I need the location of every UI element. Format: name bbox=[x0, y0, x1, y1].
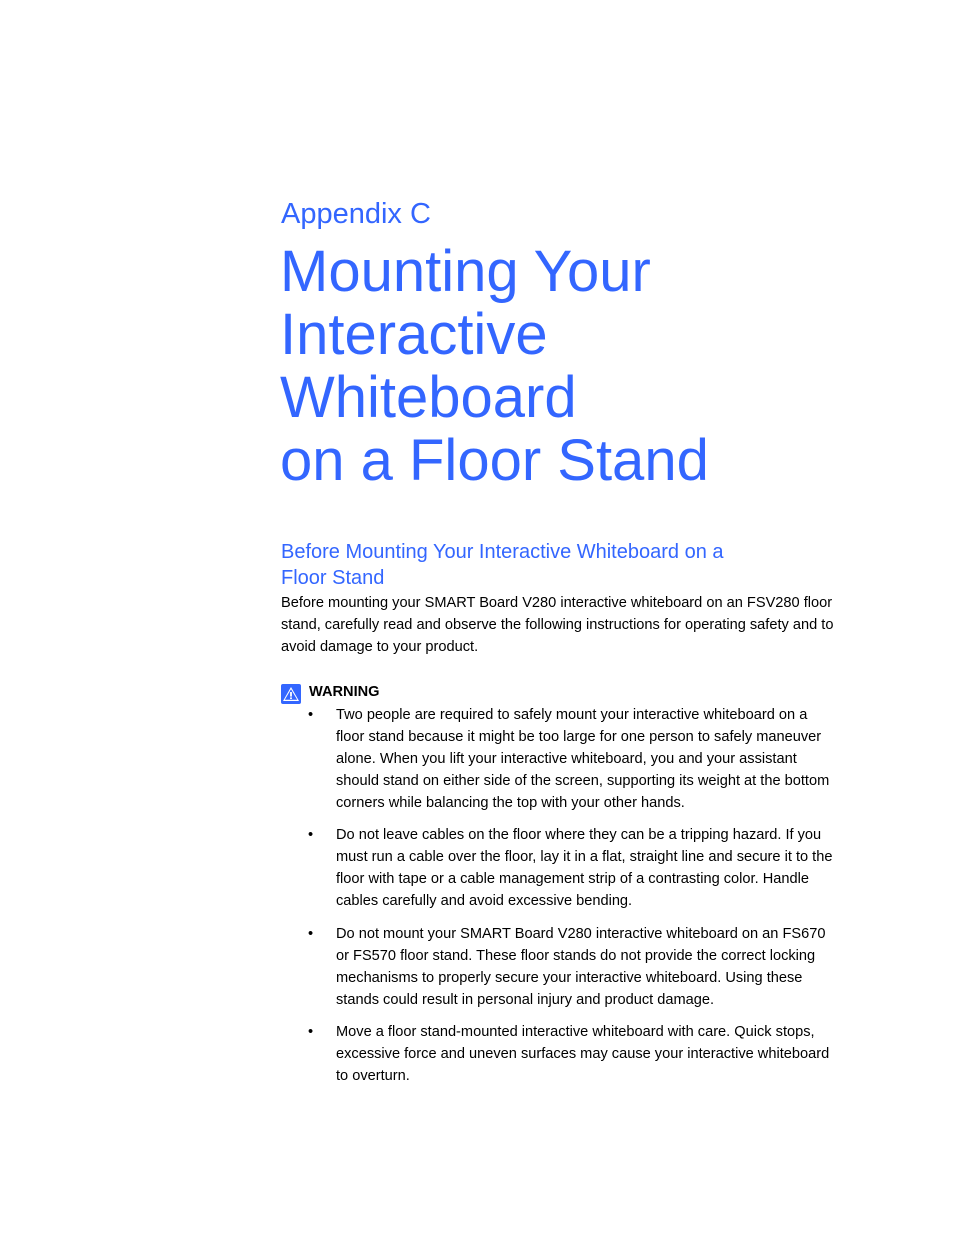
warning-item-line: floor stand because it might be too large for one person to safely maneuver bbox=[336, 729, 822, 745]
intro-paragraph bbox=[281, 592, 881, 658]
bullet: • bbox=[308, 1024, 314, 1040]
intro-line: avoid damage to your product. bbox=[281, 639, 479, 655]
warning-item-line: to overturn. bbox=[336, 1068, 410, 1084]
warning-item-line: Do not leave cables on the floor where they can be a tripping hazard. If you bbox=[336, 827, 822, 843]
section-heading-line: Floor Stand bbox=[281, 567, 385, 589]
chapter-title-line: Mounting Your bbox=[280, 239, 651, 304]
bullet: • bbox=[308, 707, 314, 723]
warning-item-line: cables carefully and avoid excessive bending. bbox=[336, 893, 633, 909]
chapter-title-line: on a Floor Stand bbox=[280, 428, 709, 493]
warning-item-line: mechanisms to properly secure your interactive whiteboard. Using these bbox=[336, 970, 803, 986]
chapter-title-line: Whiteboard bbox=[280, 365, 577, 430]
warning-item-line: Do not mount your SMART Board V280 interactive whiteboard on an FS670 bbox=[336, 926, 826, 942]
intro-line: Before mounting your SMART Board V280 interactive whiteboard on an FSV280 floor bbox=[281, 595, 833, 611]
warning-item-text bbox=[336, 923, 876, 1011]
warning-item-line: excessive force and uneven surfaces may cause your interactive whiteboard bbox=[336, 1046, 830, 1062]
warning-item-line: Move a floor stand-mounted interactive whiteboard with care. Quick stops, bbox=[336, 1024, 815, 1040]
warning-item-line: must run a cable over the floor, lay it in a flat, straight line and secure it to the bbox=[336, 849, 833, 865]
warning-item-line: corners while balancing the top with your other hands. bbox=[336, 795, 685, 811]
section-heading bbox=[281, 539, 841, 591]
warning-item-text bbox=[336, 704, 876, 814]
warning-item-line: stands could result in personal injury and product damage. bbox=[336, 992, 715, 1008]
warning-item-line: or FS570 floor stand. These floor stands do not provide the correct locking bbox=[336, 948, 816, 964]
warning-item-line: alone. When you lift your interactive whiteboard, you and your assistant bbox=[336, 751, 797, 767]
warning-label: WARNING bbox=[309, 684, 380, 700]
chapter-title-line: Interactive bbox=[280, 302, 548, 367]
warning-triangle-icon bbox=[281, 684, 301, 704]
warning-item-line: should stand on either side of the screen, supporting its weight at the bottom bbox=[336, 773, 830, 789]
warning-item-text bbox=[336, 824, 876, 912]
warning-item-text bbox=[336, 1021, 876, 1087]
warning-item-line: floor with tape or a cable management strip of a contrasting color. Handle bbox=[336, 871, 809, 887]
warning-item-line: Two people are required to safely mount your interactive whiteboard on a bbox=[336, 707, 808, 723]
intro-line: stand, carefully read and observe the following instructions for operating safety and to bbox=[281, 617, 834, 633]
appendix-label: Appendix C bbox=[281, 198, 431, 230]
chapter-title bbox=[280, 240, 920, 492]
section-heading-line: Before Mounting Your Interactive Whiteboard on a bbox=[281, 541, 724, 563]
bullet: • bbox=[308, 827, 314, 843]
bullet: • bbox=[308, 926, 314, 942]
